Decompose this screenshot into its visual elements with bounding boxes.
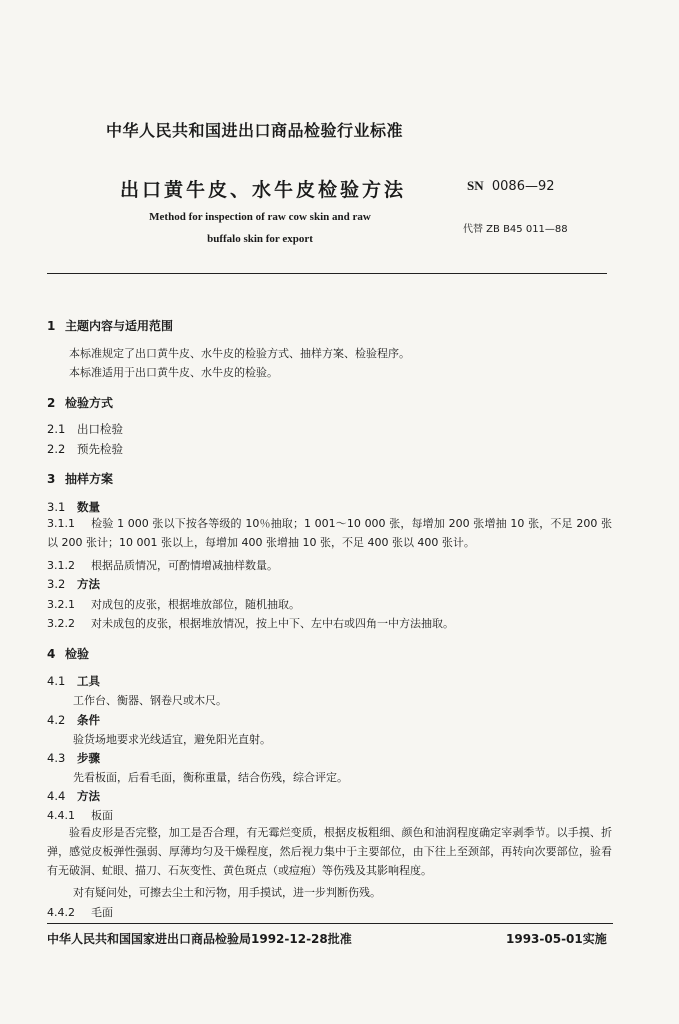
clause-4-2-title: 条件 <box>77 713 100 727</box>
clause-4-3-number: 4.3 <box>47 751 66 765</box>
clause-3-2 <box>47 576 100 592</box>
section-2-number: 2 <box>47 396 56 410</box>
clause-3-1-2-number: 3.1.2 <box>47 559 75 572</box>
section-3-heading <box>47 470 113 487</box>
clause-2-1-text: 出口检验 <box>77 422 123 436</box>
clause-3-1-title: 数量 <box>77 500 100 514</box>
clause-4-1-number: 4.1 <box>47 674 66 688</box>
clause-4-4-1-title: 板面 <box>91 809 113 822</box>
clause-4-1-title: 工具 <box>77 674 100 688</box>
clause-2-2-number: 2.2 <box>47 442 66 456</box>
clause-3-2-1 <box>47 596 300 612</box>
clause-3-1 <box>47 499 100 515</box>
clause-4-3-title: 步骤 <box>77 751 100 765</box>
section-3-number: 3 <box>47 472 56 486</box>
clause-3-2-2 <box>47 615 454 631</box>
clause-4-3-text: 先看板面，后看毛面，衡称重量，结合伤残，综合评定。 <box>73 771 348 784</box>
standard-category: 中华人民共和国进出口商品检验行业标准 <box>106 121 404 140</box>
header-rule <box>47 273 607 274</box>
clause-2-1 <box>47 421 123 437</box>
effective-date: 1993-05-01实施 <box>506 932 607 946</box>
clause-2-2 <box>47 441 123 457</box>
footer-rule <box>47 923 613 924</box>
clause-3-1-1-number: 3.1.1 <box>47 517 75 530</box>
section-4-title: 检验 <box>65 647 90 661</box>
clause-4-4-1 <box>47 807 113 823</box>
clause-4-4-title: 方法 <box>77 789 100 803</box>
english-title-line2: buffalo skin for export <box>207 233 313 245</box>
document-title: 出口黄牛皮、水牛皮检验方法 <box>120 179 407 201</box>
section-2-heading <box>47 394 113 411</box>
clause-3-1-2 <box>47 557 278 573</box>
clause-3-1-number: 3.1 <box>47 500 66 514</box>
clause-3-2-2-number: 3.2.2 <box>47 617 75 630</box>
clause-2-2-text: 预先检验 <box>77 442 123 456</box>
clause-4-4-number: 4.4 <box>47 789 66 803</box>
clause-4-4-2-title: 毛面 <box>91 906 113 919</box>
clause-4-4-2 <box>47 904 113 920</box>
clause-3-1-1 <box>47 514 612 552</box>
section-1-title: 主题内容与适用范围 <box>65 319 174 333</box>
clause-4-2 <box>47 712 100 728</box>
section-1-paragraph-2: 本标准适用于出口黄牛皮、水牛皮的检验。 <box>69 366 278 379</box>
code-number: 0086—92 <box>491 179 555 194</box>
clause-4-3 <box>47 750 100 766</box>
standard-code <box>467 178 555 194</box>
clause-4-4 <box>47 788 100 804</box>
clause-4-1-text: 工作台、衡器、钢卷尺或木尺。 <box>73 694 227 707</box>
code-prefix: SN <box>467 178 484 193</box>
clause-3-2-2-text: 对未成包的皮张，根据堆放情况，按上中下、左中右或四角一中方法抽取。 <box>91 617 454 630</box>
clause-4-1 <box>47 673 100 689</box>
clause-4-4-1-paragraph-2: 对有疑问处，可擦去尘土和污物，用手摸试，进一步判断伤残。 <box>73 886 381 899</box>
section-4-heading <box>47 645 89 662</box>
clause-2-1-number: 2.1 <box>47 422 66 436</box>
clause-3-2-number: 3.2 <box>47 577 66 591</box>
replaces-standard: 代替 ZB B45 011—88 <box>463 224 568 235</box>
clause-3-2-title: 方法 <box>77 577 100 591</box>
clause-3-1-2-text: 根据品质情况，可酌情增减抽样数量。 <box>91 559 278 572</box>
clause-4-2-number: 4.2 <box>47 713 66 727</box>
clause-4-2-text: 验货场地要求光线适宜，避免阳光直射。 <box>73 733 271 746</box>
section-2-title: 检验方式 <box>65 396 114 410</box>
section-4-number: 4 <box>47 647 56 661</box>
section-1-paragraph-1: 本标准规定了出口黄牛皮、水牛皮的检验方式、抽样方案、检验程序。 <box>69 347 410 360</box>
clause-4-4-2-number: 4.4.2 <box>47 906 75 919</box>
english-title-line1: Method for inspection of raw cow skin and raw <box>149 211 371 223</box>
section-1-number: 1 <box>47 319 56 333</box>
section-1-heading <box>47 317 173 334</box>
clause-4-4-1-number: 4.4.1 <box>47 809 75 822</box>
clause-3-2-1-text: 对成包的皮张，根据堆放部位，随机抽取。 <box>91 598 300 611</box>
section-3-title: 抽样方案 <box>65 472 114 486</box>
clause-4-4-1-paragraph-1: 验看皮形是否完整，加工是否合理，有无霉烂变质，根据皮板粗细、颜色和油润程度确定宰剥季节。以手摸、折弹，感觉皮板弹性强弱、厚薄均匀及干燥程度，然后视力集中于主要部位，由下往上至颈部，再转向次要部位，验看有无破洞、虻眼、描刀、石灰变性、黄色斑点（或痘疱）等伤残及其影响程度。 <box>47 826 612 877</box>
clause-3-1-1-text: 检验 1 000 张以下按各等级的 10％抽取；1 001～10 000 张，每增加 200 张增抽 10 张，不足 200 张以 200 张计；10 001 张以上，每增加 400 张增抽 10 张，不足 400 张以 400 张计。 <box>47 517 612 549</box>
approval-statement: 中华人民共和国国家进出口商品检验局1992-12-28批准 <box>47 932 352 946</box>
clause-3-2-1-number: 3.2.1 <box>47 598 75 611</box>
